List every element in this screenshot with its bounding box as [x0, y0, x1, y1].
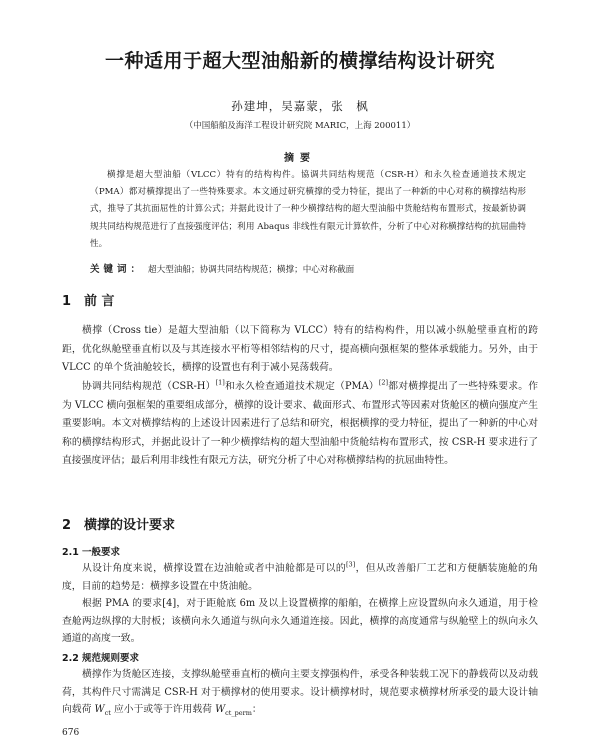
- symbol-w: W: [215, 704, 226, 715]
- abstract-text: 横撑是超大型油船（VLCC）特有的结构构件。協调共同结构规范（CSR-H）和永久检查通道技术规定（PMA）都对横撑提出了一些特殊要求。本文通过研究横撑的受力特征，提出了一种新的中心对称的横撑结构形式，推导了其抗面屈性的计算公式；并据此设计了一种少横撑结构的超大型油船中货舱结构布置形式，按最新协调规共同结构规范进行了直接强度评估；利用 Abaqus 非线性有限元计算软件，分析了中心对称横撑结构的抗屈曲特性。: [90, 170, 526, 249]
- abstract-heading: 摘要: [284, 153, 316, 164]
- text-run: 从设计角度来说，横撑设置在边油舱或者中油舱都是可以的: [82, 563, 347, 574]
- section-1-number: 1: [62, 294, 72, 309]
- subsection-2-1-paragraph-1: [62, 560, 538, 595]
- section-1-title: 前 言: [84, 294, 115, 309]
- text-run: 和永久检查通道技术规定（PMA）: [224, 381, 379, 392]
- citation-ref: [3]: [346, 560, 356, 569]
- section-2-title: 横撑的设计要求: [84, 518, 176, 533]
- keywords: [90, 262, 526, 278]
- symbol-w: W: [94, 704, 105, 715]
- text-run: 应小于或等于许用载荷: [110, 704, 216, 715]
- page-number: 676: [62, 728, 80, 738]
- text-run: ，但从改善船厂工艺和方便舾装施舱的角度，目前的趋势是：横撑多设置在中货油舱。: [62, 563, 539, 592]
- section-1-paragraph-2: [62, 378, 538, 471]
- symbol-subscript: ct: [104, 708, 111, 717]
- subsection-2-2-heading: [62, 650, 139, 664]
- affiliation: （中国船舶及海洋工程设计研究院 MARIC，上海 200011）: [184, 121, 416, 131]
- subsection-2-2-title: 规范规则要求: [82, 653, 140, 664]
- subsection-2-1-paragraph-2: 根据 PMA 的要求[4]，对于距舱底 6m 及以上设置横撑的船舶，在横撑上应设置纵向永久通道，用于检查舱两边纵撑的大肘板；该横向永久通道与纵向永久通道连接。因此，横撑的高度通常与纵舱壁上的纵向永久通道的高度一致。: [62, 598, 538, 644]
- symbol-subscript: ct_perm: [225, 708, 252, 717]
- paper-title: 一种适用于超大型油船新的横撑结构设计研究: [104, 50, 495, 72]
- citation-ref: [2]: [378, 378, 389, 387]
- section-1-paragraph-1: 横撑（Cross tie）是超大型油船（以下简称为 VLCC）特有的结构构件，用以减小纵舱壁垂直桁的跨距，优化纵舱壁垂直桁以及与其连接水平桁等相邻结构的尺寸，提高横向强框架的整体承载能力。另外，由于 VLCC 的单个货油舱较长，横撑的设置也有利于减小晃荡载荷。: [62, 325, 538, 373]
- section-2-number: 2: [62, 518, 72, 533]
- text-run: 协调共同结构规范（CSR-H）: [82, 381, 216, 392]
- subsection-2-1-title: 一般要求: [82, 547, 121, 558]
- section-1-heading: [62, 290, 115, 309]
- subsection-2-2-number: 2.2: [62, 653, 79, 664]
- keywords-text: 超大型油船；协调共同结构规范；横撑；中心对称截面: [148, 265, 355, 275]
- subsection-2-2-paragraph-1: [62, 666, 538, 722]
- text-run: ：: [251, 704, 262, 715]
- subsection-2-1-number: 2.1: [62, 547, 79, 558]
- text-run: 横撑作为货舱区连接，支撑纵舱壁垂直桁的横向主要支撑强构件，承受各种装载工况下的静载荷以及动载荷，其构件尺寸需满足 CSR-H 对于横撑材的使用要求。设计横撑材时，规范要求横撑材所承受的最大设计轴向载荷: [62, 669, 538, 715]
- keywords-label: 关键词：: [90, 264, 145, 275]
- subsection-2-1-heading: [62, 544, 120, 558]
- citation-ref: [1]: [215, 378, 225, 387]
- section-2-heading: [62, 514, 175, 533]
- text-run: 都对横撑提出了一些特殊要求。作为 VLCC 横向强框架的重要组成部分，横撑的设计要求、截面形式、布置形式等因素对货舱区的横向强度产生重要影响。本文对横撑结构的上述设计因素进行了总结和研究，根据横撑的受力特征，提出了一种新的中心对称的横撑结构形式，并据此设计了一种少横撑结构的超大型油船中货舱结构布置形式，按 CSR-H 要求进行了直接强度评估；最后利用非线性有限元方法，研究分析了中心对称横撑结构的抗屈曲特性。: [62, 381, 539, 466]
- authors: 孙建坤，吴嘉蒙，张 枫: [231, 99, 369, 113]
